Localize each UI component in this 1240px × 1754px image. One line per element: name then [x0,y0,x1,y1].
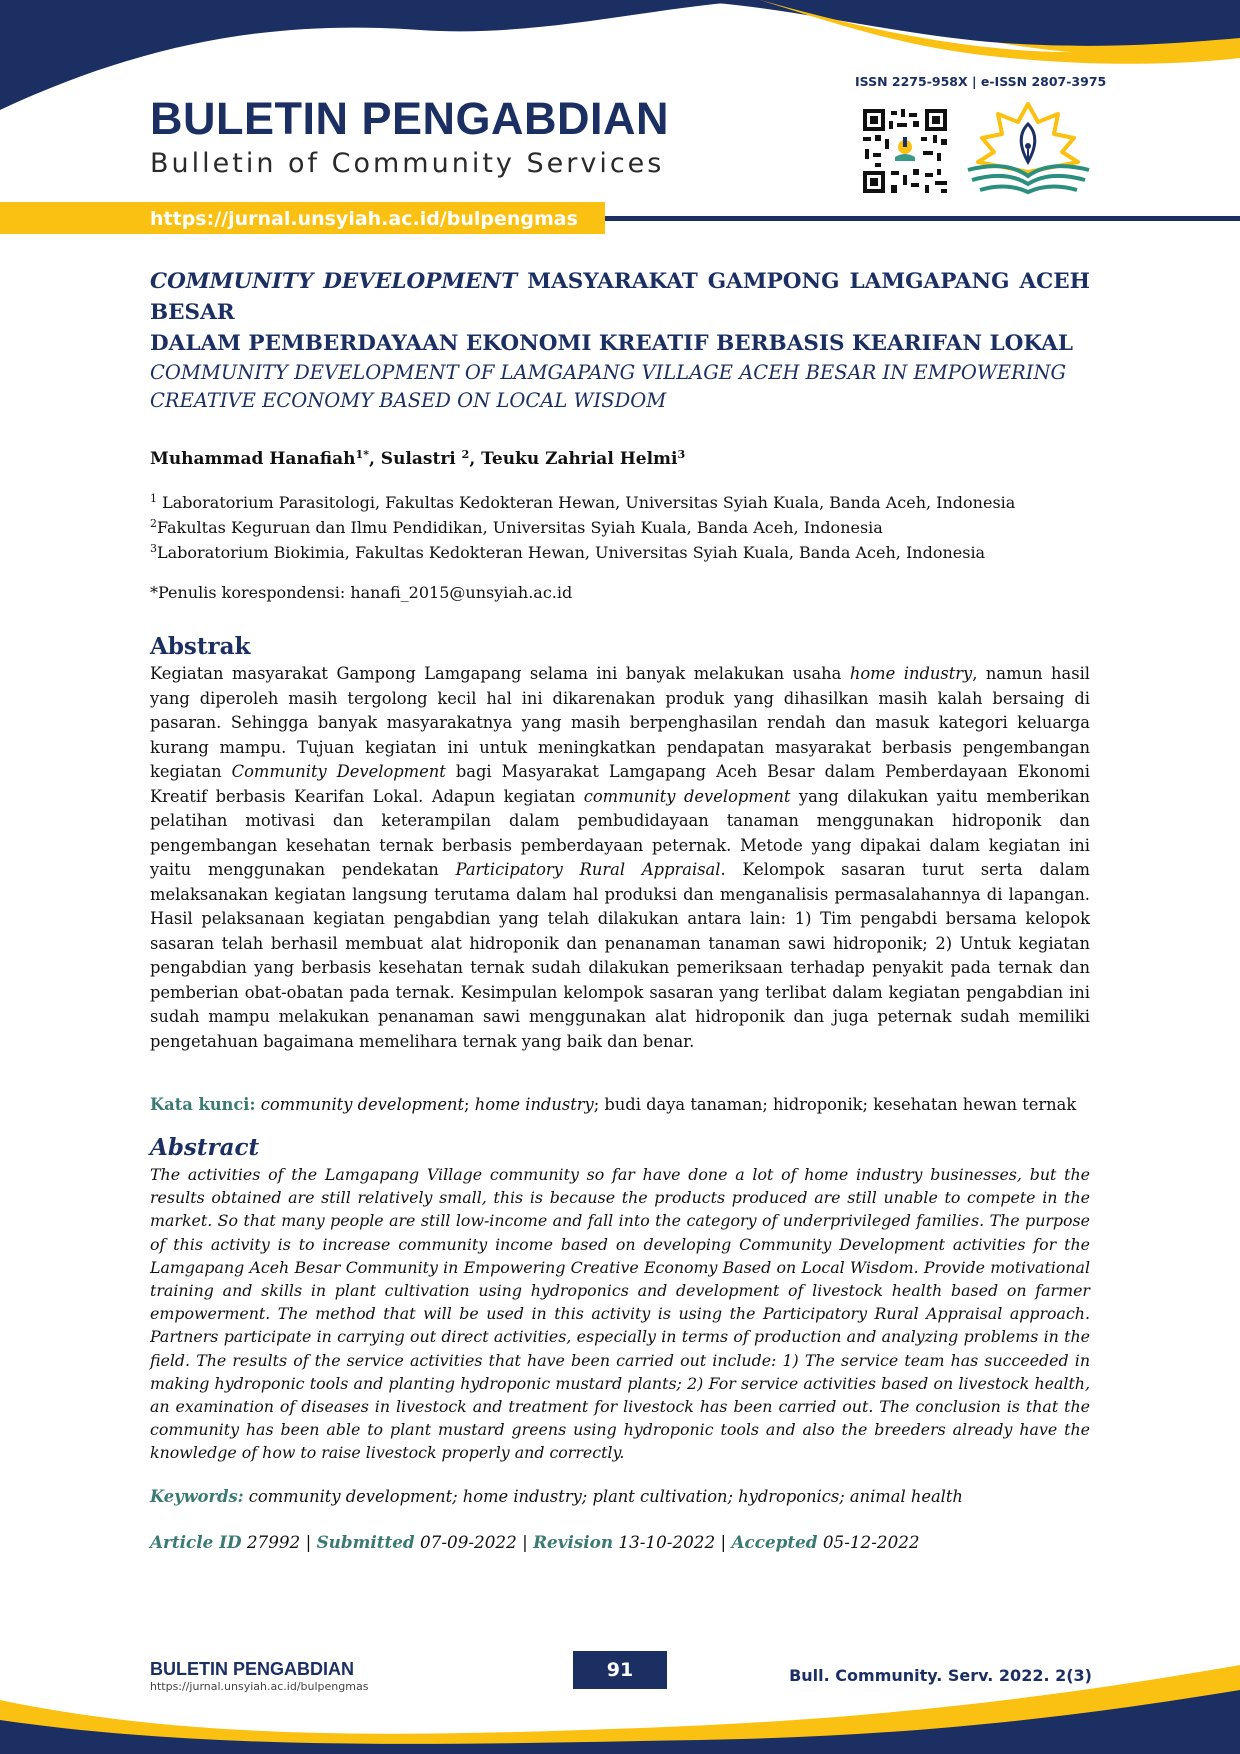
footer-citation: Bull. Community. Serv. 2022. 2(3) [789,1666,1092,1685]
text-fragment: bagi Masyarakat Lamgapang Aceh Besar dalam Pemberdayaan Ekonomi Kreatif berbasis Kearifan Lokal. Adapun kegiatan [150,762,1090,806]
accepted-value: 05-12-2022 [817,1532,920,1552]
submitted-value: 07-09-2022 | [414,1532,534,1552]
affiliation-item [150,515,1090,540]
text-fragment: home industry [849,664,973,683]
author-name: Muhammad Hanafiah [150,449,356,469]
text-fragment: ; budi daya tanaman; hidroponik; kesehatan hewan ternak [593,1095,1077,1114]
text-fragment: community development [583,786,791,806]
author-name: Teuku Zahrial Helmi [481,449,678,469]
text-fragment: ; [464,1095,475,1114]
author-separator: , [469,449,482,469]
article-id-label: Article ID [150,1532,242,1552]
article-title-id-italic: COMMUNITY DEVELOPMENT [150,269,518,294]
article-title-en: COMMUNITY DEVELOPMENT OF LAMGAPANG VILLAGE ACEH BESAR IN EMPOWERING CREATIVE ECONOMY BASED ON LOCAL WISDOM [150,361,1067,412]
author-affiliation-mark: 2 [461,448,470,461]
journal-title: BULETIN PENGABDIAN [150,93,670,144]
affiliation-number: 3 [150,542,157,555]
text-fragment: home industry [474,1095,594,1114]
header-navy-rule [605,216,1240,221]
abstrak-heading: Abstrak [150,633,251,660]
affiliation-list [150,490,1090,565]
keywords-label: Keywords: [150,1487,244,1506]
abstrak-text [150,662,1090,1054]
text-fragment: Community Development [231,762,446,781]
footer-journal-title: BULETIN PENGABDIAN [150,1659,355,1679]
header-navy-swoosh [640,0,1240,46]
revision-value: 13-10-2022 | [613,1532,732,1552]
affiliation-item [150,490,1090,515]
article-title-id-line1: MASYARAKAT GAMPONG LAMGAPANG ACEH BESAR [150,269,1090,325]
author-separator: , [368,449,381,469]
kata-kunci-values [256,1095,1077,1114]
qr-code-icon [861,107,949,195]
text-fragment: . Kelompok sasaran turut serta dalam melaksanakan kegiatan langsung terutama dalam hal produksi dan menganalisis permasalahannya di lapangan. Hasil pelaksanaan kegiatan pengabdian yang telah dilakukan antara lain: 1) Tim pengabdi bersama kelopok sasaran telah berhasil membuat alat hidroponik dan penanaman tanaman sawi hidroponik; 2) Untuk kegiatan pengabdian yang berbasis kesehatan ternak sudah dilakukan pemeriksaan terhadap penyakit pada ternak dan pemberian obat-obatan pada ternak. Kesimpulan kelompok sasaran yang terlibat dalam kegiatan pengabdian ini sudah mampu melakukan penanaman sawi menggunakan alat hidroponik dan juga peternak sudah memiliki pengetahuan bagaimana memelihara ternak yang baik dan benar. [150,860,1090,1051]
kata-kunci-label: Kata kunci: [150,1095,256,1114]
affiliation-text: Laboratorium Parasitologi, Fakultas Kedokteran Hewan, Universitas Syiah Kuala, Banda Aceh, Indonesia [157,493,1016,512]
author-list [150,447,1090,471]
fountain-pen-lotus-logo [966,102,1091,197]
article-id-value: 27992 | [241,1532,317,1552]
journal-url[interactable]: https://jurnal.unsyiah.ac.id/bulpengmas [150,208,578,230]
text-fragment: , namun hasil yang diperoleh masih tergolong kecil hal ini dikarenakan produk yang dihasilkan masih kalah bersaing di pasaran. Sehingga banyak masyarakatnya yang masih berpenghasilan rendah dan masuk kategori keluarga kurang mampu. Tujuan kegiatan ini untuk meningkatkan pendapatan masyarakat berbasis pengembangan kegiatan [150,664,1091,781]
journal-subtitle: Bulletin of Community Services [150,148,665,179]
submitted-label: Submitted [316,1532,415,1552]
affiliation-number: 2 [150,517,157,530]
text-fragment: yang dilakukan yaitu memberikan pelatihan motivasi dan keterampilan dalam pembudidayaan tanaman menggunakan hidroponik dan pengembangan kesehatan ternak berbasis pemberdayaan peternak. Metode yang dipakai dalam kegiatan ini yaitu menggunakan pendekatan [150,786,1091,879]
text-fragment: Participatory Rural Appraisal [455,860,721,879]
affiliation-item [150,540,1090,565]
text-fragment: community development [260,1095,465,1114]
keywords-line [150,1485,1090,1509]
article-title-id-line2: DALAM PEMBERDAYAAN EKONOMI KREATIF BERBASIS KEARIFAN LOKAL [150,331,1073,356]
keywords-values: community development; home industry; plant cultivation; hydroponics; animal health [243,1487,963,1506]
article-title-id [150,266,1090,359]
issn-line: ISSN 2275-958X | e-ISSN 2807-3975 [855,74,1107,89]
abstract-heading: Abstract [150,1134,260,1161]
affiliation-text: Fakultas Keguruan dan Ilmu Pendidikan, Universitas Syiah Kuala, Banda Aceh, Indonesia [157,518,883,537]
accepted-label: Accepted [731,1532,818,1552]
author-name: Sulastri [380,449,462,469]
correspondence: *Penulis korespondensi: hanafi_2015@unsyiah.ac.id [150,583,573,602]
article-meta [150,1530,1090,1554]
text-fragment: Kegiatan masyarakat Gampong Lamgapang selama ini banyak melakukan usaha [150,664,850,683]
kata-kunci-line [150,1093,1090,1117]
abstract-text: The activities of the Lamgapang Village community so far have done a lot of home industry businesses, but the results obtained are still relatively small, this is because the products produced are still unable to compete in the market. So that many people are still low-income and fall into the category of underprivileged families. The purpose of this activity is to increase community income based on developing Community Development activities for the Lamgapang Aceh Besar Community in Empowering Creative Economy Based on Local Wisdom. Provide motivational training and skills in plant cultivation using hydroponics and development of livestock health based on farmer empowerment. The method that will be used in this activity is using the Participatory Rural Appraisal approach. Partners participate in carrying out direct activities, especially in terms of production and analyzing problems in the field. The results of the service activities that have been carried out include: 1) The service team has succeeded in making hydroponic tools and planting hydroponic mustard plants; 2) For service activities based on livestock health, an examination of diseases in livestock and treatment for livestock has been carried out. The conclusion is that the community has been able to plant mustard greens using hydroponic tools and also the breeders already have the knowledge of how to raise livestock properly and correctly. [150,1165,1090,1463]
footer-url[interactable]: https://jurnal.unsyiah.ac.id/bulpengmas [150,1680,369,1693]
revision-label: Revision [533,1532,614,1552]
author-affiliation-mark: 1* [355,448,369,461]
author-affiliation-mark: 3 [677,448,686,461]
page-number: 91 [573,1651,667,1689]
affiliation-number: 1 [150,492,157,505]
affiliation-text: Laboratorium Biokimia, Fakultas Kedokteran Hewan, Universitas Syiah Kuala, Banda Aceh, Indonesia [157,543,986,562]
